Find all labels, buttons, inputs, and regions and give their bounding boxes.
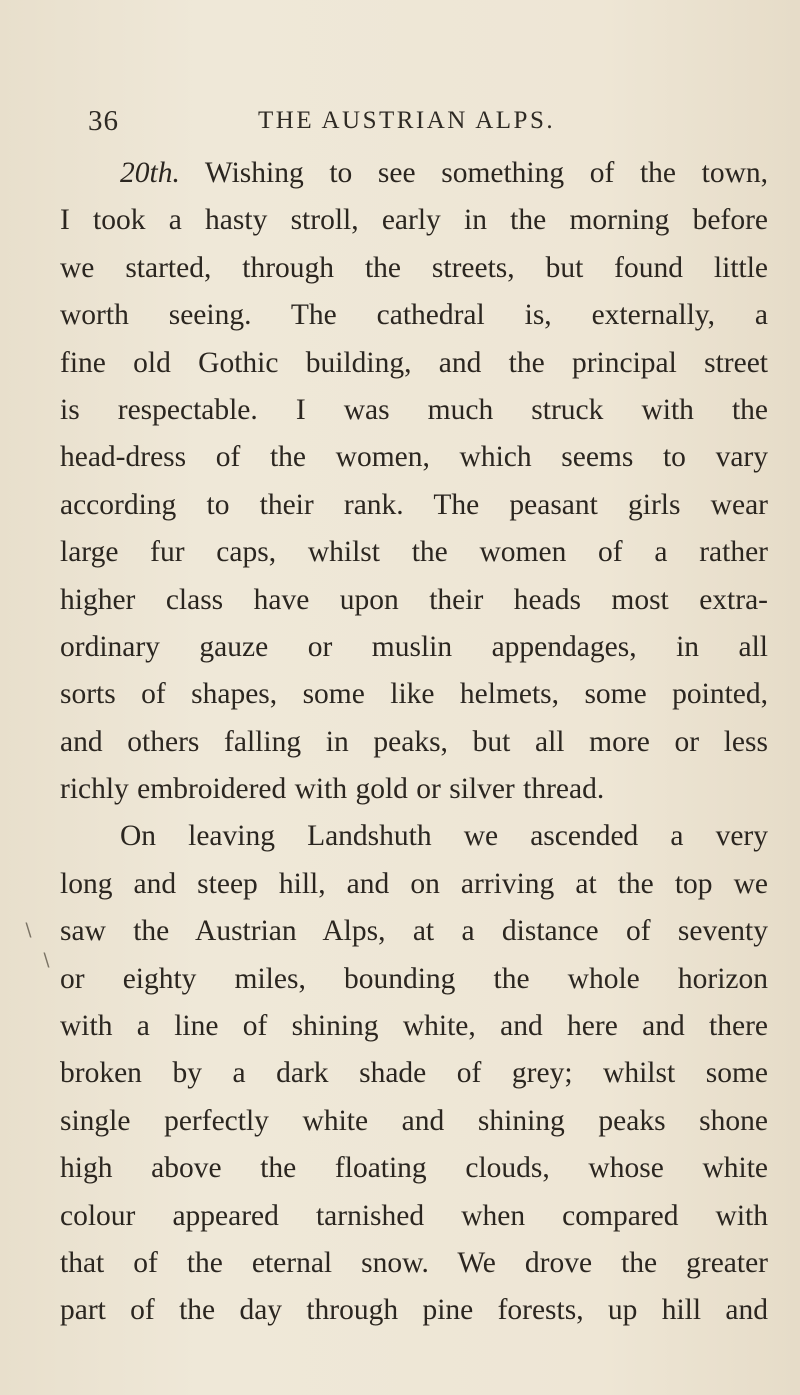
text-line: richly embroidered with gold or silver thread. <box>60 773 605 806</box>
text-line: or eighty miles, bounding the whole horizon <box>60 962 768 995</box>
line-text: Wishing to see something of the town, <box>179 157 768 189</box>
date-label: 20th. <box>120 157 180 189</box>
text-line: single perfectly white and shining peaks shone <box>60 1104 768 1137</box>
text-line: part of the day through pine forests, up hill and <box>60 1294 768 1327</box>
text-line: large fur caps, whilst the women of a rather <box>60 536 768 569</box>
text-line: is respectable. I was much struck with the <box>60 393 768 426</box>
text-line: On leaving Landshuth we ascended a very <box>120 820 768 853</box>
text-line: worth seeing. The cathedral is, externally, a <box>60 299 768 332</box>
body-text <box>60 150 768 1335</box>
margin-mark: ∖ <box>40 950 52 970</box>
text-line: that of the eternal snow. We drove the greater <box>60 1246 768 1279</box>
text-line: according to their rank. The peasant girls wear <box>60 488 768 521</box>
text-line: sorts of shapes, some like helmets, some pointed, <box>60 678 768 711</box>
text-line: ordinary gauze or muslin appendages, in all <box>60 630 768 663</box>
page-header <box>0 105 800 145</box>
text-line: higher class have upon their heads most extra- <box>60 583 768 616</box>
text-line: with a line of shining white, and here and there <box>60 1010 768 1043</box>
text-line: I took a hasty stroll, early in the morning before <box>60 204 768 237</box>
text-line: and others falling in peaks, but all more or less <box>60 725 768 758</box>
text-line: long and steep hill, and on arriving at the top we <box>60 867 768 900</box>
text-line: saw the Austrian Alps, at a distance of seventy <box>60 915 768 948</box>
margin-mark: ∖ <box>22 920 34 940</box>
text-line: fine old Gothic building, and the principal street <box>60 346 768 379</box>
page-number: 36 <box>88 105 119 137</box>
text-line: head-dress of the women, which seems to vary <box>60 441 768 474</box>
text-line: high above the floating clouds, whose white <box>60 1152 768 1185</box>
text-line <box>60 150 768 197</box>
text-line: colour appeared tarnished when compared with <box>60 1199 768 1232</box>
text-line: we started, through the streets, but found little <box>60 251 768 284</box>
text-line: broken by a dark shade of grey; whilst some <box>60 1057 768 1090</box>
running-head: THE AUSTRIAN ALPS. <box>258 107 556 134</box>
